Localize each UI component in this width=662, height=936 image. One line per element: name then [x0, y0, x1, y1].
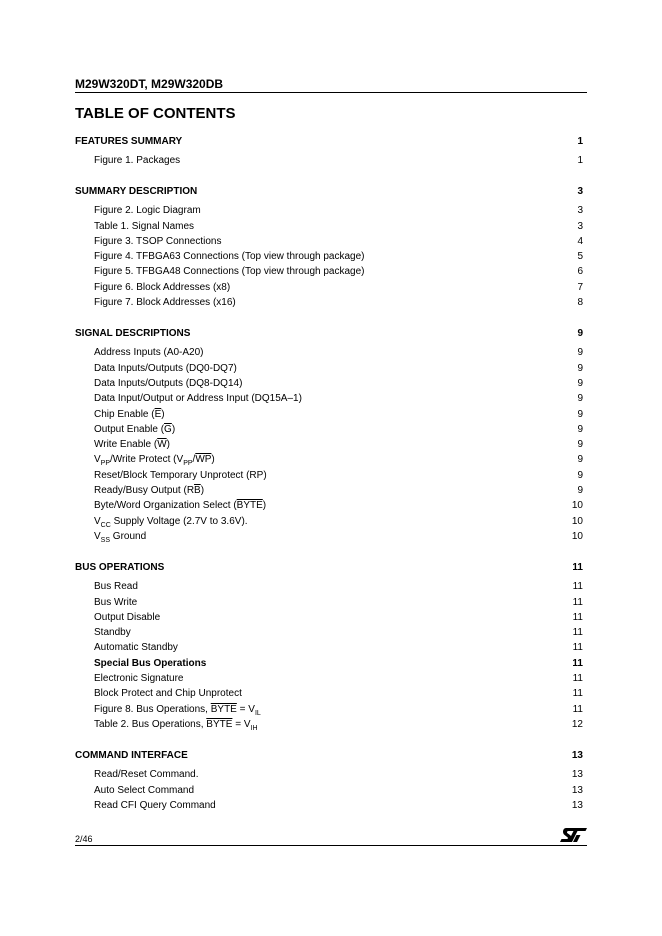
- entry-text: [94, 219, 194, 234]
- entry-page: 11: [570, 671, 583, 686]
- toc-entry[interactable]: [75, 203, 583, 218]
- entry-text: [94, 391, 302, 406]
- section-page: 11: [569, 560, 583, 576]
- toc-entry[interactable]: [75, 686, 583, 701]
- toc-entry[interactable]: [75, 219, 583, 234]
- entry-page: 11: [570, 625, 583, 640]
- entry-text-part: V: [94, 454, 101, 466]
- toc-entry[interactable]: [75, 717, 583, 732]
- toc-section: [75, 184, 583, 310]
- section-title: COMMAND INTERFACE: [75, 750, 188, 762]
- toc-entry[interactable]: [75, 579, 583, 594]
- toc-entry[interactable]: [75, 498, 583, 513]
- entry-text-part: = V: [232, 718, 251, 730]
- toc-entry[interactable]: [75, 529, 583, 544]
- entry-text-part: BYTE: [206, 718, 233, 730]
- entry-page: 3: [574, 203, 583, 218]
- entry-text: [94, 483, 204, 498]
- entry-page: 6: [574, 264, 583, 279]
- entry-text: [94, 264, 365, 279]
- entry-text: [94, 452, 215, 467]
- entry-text: [94, 280, 230, 295]
- entry-text-part: ): [166, 439, 170, 451]
- section-page: 13: [569, 748, 583, 764]
- entry-text-part: Bus Write: [94, 596, 138, 608]
- entry-text-part: Write Enable (: [94, 439, 158, 451]
- entry-text-part: Ready/Busy Output (R: [94, 485, 195, 497]
- entry-text-part: BYTE: [210, 703, 237, 715]
- toc-entry[interactable]: [75, 610, 583, 625]
- entry-text: [94, 376, 242, 391]
- entry-text: [94, 702, 261, 717]
- entry-page: 9: [574, 345, 583, 360]
- entry-page: 9: [574, 361, 583, 376]
- toc-entry[interactable]: [75, 483, 583, 498]
- entry-page: 11: [570, 686, 583, 701]
- entry-text-part: V: [94, 530, 101, 542]
- entry-text-part: $\overline{E}$: [154, 408, 162, 420]
- entry-page: 10: [569, 529, 583, 544]
- toc-entry[interactable]: [75, 671, 583, 686]
- entry-page: 9: [574, 468, 583, 483]
- entry-page: 10: [569, 514, 583, 529]
- entry-text: [94, 671, 184, 686]
- entry-text: [94, 295, 236, 310]
- entry-text: [94, 767, 199, 782]
- entry-text-part: Read/Reset Command.: [94, 769, 199, 781]
- entry-text: [94, 361, 237, 376]
- entry-page: 1: [574, 153, 583, 168]
- entry-text-part: PP: [100, 460, 111, 468]
- entry-page: 9: [574, 483, 583, 498]
- toc-section-heading[interactable]: [75, 184, 583, 203]
- entry-page: 11: [570, 595, 583, 610]
- entry-text: [94, 422, 175, 437]
- document-header-title: M29W320DT, M29W320DB: [75, 77, 224, 91]
- table-of-contents: [75, 134, 583, 829]
- toc-section: [75, 560, 583, 732]
- entry-text-part: PP: [183, 460, 193, 468]
- entry-text-part: Ground: [110, 530, 147, 542]
- entry-text: [94, 640, 178, 655]
- entry-page: 11: [570, 610, 583, 625]
- entry-text-part: Table 1. Signal Names: [94, 220, 195, 232]
- entry-text-part: Auto Select Command: [94, 784, 195, 796]
- toc-entry[interactable]: [75, 798, 583, 813]
- entry-text: [94, 437, 170, 452]
- entry-text-part: Data Input/Output or Address Input (DQ15A–1): [94, 393, 302, 405]
- entry-page: 13: [569, 798, 583, 813]
- toc-entry[interactable]: [75, 452, 583, 467]
- entry-text-part: Supply Voltage (2.7V to 3.6V).: [110, 515, 248, 527]
- entry-text-part: CC: [100, 521, 111, 529]
- entry-page: 5: [574, 249, 583, 264]
- entry-text-part: ): [200, 485, 205, 497]
- toc-entry[interactable]: [75, 640, 583, 655]
- toc-entry[interactable]: [75, 783, 583, 798]
- page-number: 2/46: [75, 834, 93, 844]
- toc-entry[interactable]: [75, 407, 583, 422]
- entry-page: 10: [569, 498, 583, 513]
- entry-text-part: Figure 5. TFBGA48 Connections (Top view through package): [94, 266, 365, 278]
- entry-text: [94, 498, 266, 513]
- toc-entry[interactable]: [75, 702, 583, 717]
- entry-text-part: Read CFI Query Command: [94, 799, 216, 811]
- footer-rule: [75, 845, 587, 846]
- toc-entry[interactable]: [75, 376, 583, 391]
- entry-text-part: $\overline{B}$: [194, 485, 201, 497]
- entry-page: 7: [574, 280, 583, 295]
- entry-text-part: /: [192, 454, 196, 466]
- entry-page: 9: [574, 452, 583, 467]
- entry-text-part: Figure 3. TSOP Connections: [94, 235, 222, 247]
- entry-text-part: Figure 1. Packages: [94, 155, 181, 166]
- entry-text: [94, 783, 194, 798]
- entry-text: [94, 717, 258, 732]
- entry-text: [94, 514, 248, 529]
- entry-text-part: Figure 2. Logic Diagram: [94, 205, 201, 217]
- toc-entry[interactable]: [75, 234, 583, 249]
- toc-entry[interactable]: [75, 595, 583, 610]
- entry-text: [94, 625, 131, 640]
- section-title: SUMMARY DESCRIPTION: [75, 186, 198, 198]
- entry-page: 8: [574, 295, 583, 310]
- entry-text-part: ): [171, 423, 176, 435]
- entry-text-part: Output Enable (: [94, 423, 165, 435]
- entry-page: 13: [569, 783, 583, 798]
- toc-section: [75, 134, 583, 168]
- section-title: BUS OPERATIONS: [75, 562, 165, 574]
- entry-text-part: ): [262, 500, 267, 512]
- entry-text-part: $\overline{G}$: [164, 423, 172, 435]
- toc-section-heading[interactable]: [75, 326, 583, 345]
- entry-page: 9: [574, 391, 583, 406]
- entry-text-part: SS: [100, 536, 111, 544]
- entry-page: 9: [574, 437, 583, 452]
- entry-page: 9: [574, 422, 583, 437]
- entry-page: 9: [574, 407, 583, 422]
- section-title: SIGNAL DESCRIPTIONS: [75, 328, 191, 340]
- entry-text-part: Special Bus Operations: [94, 657, 207, 669]
- entry-text-part: $\overline{W}$: [157, 439, 167, 451]
- entry-text-part: V: [94, 515, 101, 527]
- entry-text: [94, 249, 365, 264]
- entry-text-part: Block Protect and Chip Unprotect: [94, 688, 242, 700]
- entry-text-part: Standby: [94, 627, 131, 639]
- toc-title: TABLE OF CONTENTS: [75, 105, 236, 122]
- entry-text-part: Byte/Word Organization Select (: [94, 500, 237, 512]
- entry-text: [94, 203, 201, 218]
- toc-entry[interactable]: [75, 625, 583, 640]
- entry-text-part: Automatic Standby: [94, 642, 178, 654]
- entry-text-part: Chip Enable (: [94, 408, 155, 420]
- entry-text-part: Figure 6. Block Addresses (x8): [94, 281, 231, 293]
- toc-entry[interactable]: [75, 295, 583, 310]
- entry-page: 11: [570, 702, 583, 717]
- toc-entry[interactable]: [75, 514, 583, 529]
- entry-text: [94, 153, 180, 168]
- entry-text-part: Output Disable: [94, 611, 161, 623]
- header-rule: [75, 92, 587, 93]
- toc-section-heading[interactable]: [75, 134, 583, 153]
- toc-section-heading[interactable]: [75, 748, 583, 767]
- entry-page: 4: [574, 234, 583, 249]
- toc-entry[interactable]: [75, 280, 583, 295]
- entry-text-part: Address Inputs (A0-A20): [94, 347, 204, 359]
- toc-entry[interactable]: [75, 422, 583, 437]
- entry-text-part: Data Inputs/Outputs (DQ0-DQ7): [94, 362, 237, 374]
- toc-entry[interactable]: [75, 264, 583, 279]
- entry-text: [94, 610, 160, 625]
- section-page: 9: [574, 326, 583, 342]
- entry-text: [94, 656, 206, 671]
- entry-text-part: IH: [250, 724, 258, 732]
- entry-text-part: Data Inputs/Outputs (DQ8-DQ14): [94, 377, 243, 389]
- toc-entry[interactable]: [75, 249, 583, 264]
- toc-entry[interactable]: [75, 437, 583, 452]
- entry-text-part: Figure 4. TFBGA63 Connections (Top view through package): [94, 251, 365, 263]
- entry-text: [94, 468, 267, 483]
- entry-text: [94, 579, 138, 594]
- entry-text: [94, 595, 137, 610]
- entry-text-part: Electronic Signature: [94, 673, 184, 685]
- toc-entry[interactable]: [75, 153, 583, 168]
- entry-text-part: BYTE: [236, 500, 263, 512]
- entry-text-part: $\overline{WP}$: [195, 454, 212, 466]
- entry-text: [94, 345, 204, 360]
- section-page: 1: [574, 134, 583, 150]
- entry-page: 11: [570, 640, 583, 655]
- toc-section-heading[interactable]: [75, 560, 583, 579]
- toc-entry[interactable]: [75, 468, 583, 483]
- entry-page: 3: [574, 219, 583, 234]
- entry-text: [94, 529, 146, 544]
- entry-page: 11: [569, 656, 583, 671]
- toc-entry[interactable]: [75, 391, 583, 406]
- entry-text-part: Bus Read: [94, 581, 138, 593]
- toc-entry[interactable]: [75, 361, 583, 376]
- entry-text-part: = V: [236, 703, 255, 715]
- toc-entry[interactable]: [75, 345, 583, 360]
- entry-text-part: Table 2. Bus Operations,: [94, 718, 207, 730]
- entry-text-part: Reset/Block Temporary Unprotect (RP): [94, 469, 267, 481]
- entry-page: 12: [569, 717, 583, 732]
- section-title: FEATURES SUMMARY: [75, 136, 183, 147]
- st-logo-icon: [560, 826, 587, 844]
- entry-page: 9: [574, 376, 583, 391]
- entry-text-part: /Write Protect (V: [110, 454, 184, 466]
- toc-section: [75, 326, 583, 544]
- entry-text-part: IL: [254, 709, 261, 717]
- entry-text: [94, 686, 242, 701]
- entry-text: [94, 798, 216, 813]
- section-page: 3: [574, 184, 583, 200]
- entry-text-part: Figure 7. Block Addresses (x16): [94, 297, 236, 309]
- toc-entry[interactable]: [75, 767, 583, 782]
- entry-text: [94, 234, 221, 249]
- entry-text-part: ): [161, 408, 165, 420]
- toc-section: [75, 748, 583, 813]
- entry-page: 11: [570, 579, 583, 594]
- entry-text-part: ): [211, 454, 215, 466]
- entry-page: 13: [569, 767, 583, 782]
- entry-text: [94, 407, 165, 422]
- toc-entry[interactable]: [75, 656, 583, 671]
- entry-text-part: Figure 8. Bus Operations,: [94, 703, 211, 715]
